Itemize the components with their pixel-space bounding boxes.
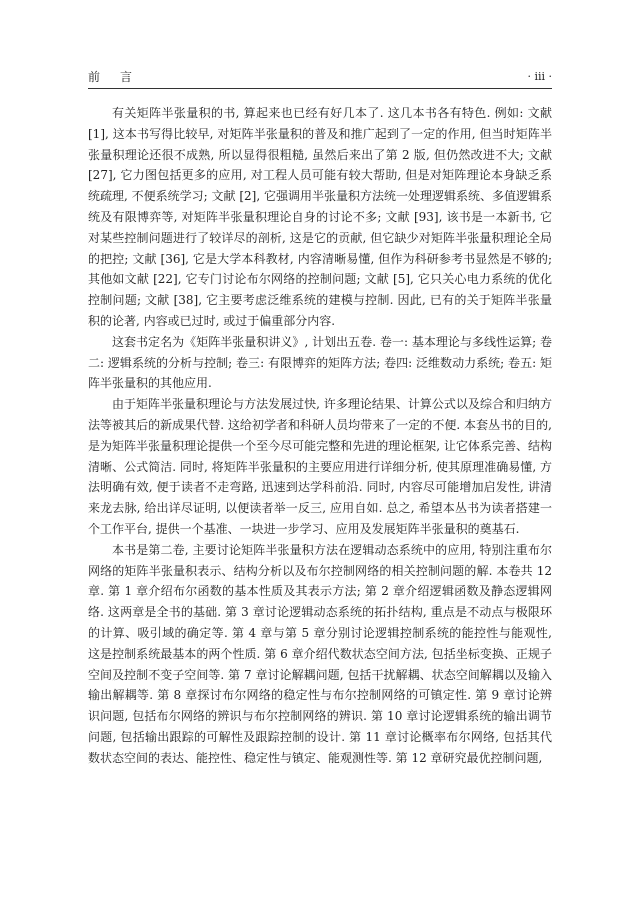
paragraph: 由于矩阵半张量积理论与方法发展过快, 许多理论结果、计算公式以及综合和归纳方法等被其后的新成果代替. 这给初学者和科研人员均带来了一定的不便. 本套丛书的目的, 是为矩阵半张量积理论提供一个至今尽可能完整和先进的理论框架, 让它体系完善、结构清晰、公式简洁. 同时, 将矩阵半张量积的主要应用进行详细分析, 使其原理准确易懂, 方法明确有效, 便于读者不走弯路, 迅速到达学科前沿. 同时, 内容尽可能增加启发性, 讲清来龙去脉, 给出详尽证明, 以便读者举一反三, 应用自如. 总之, 希望本丛书为读者搭建一个工作平台, 提供一个基准、一块进一步学习、应用及发展矩阵半张量积的奠基石. xyxy=(88,397,552,536)
page-number: · iii · xyxy=(527,70,552,83)
body-text xyxy=(88,103,552,769)
paragraph: 有关矩阵半张量积的书, 算起来也已经有好几本了. 这几本书各有特色. 例如: 文献 [1], 这本书写得比较早, 对矩阵半张量积的普及和推广起到了一定的作用, 但当时矩阵半张量积理论还很不成熟, 所以显得很粗糙, 虽然后来出了第 2 版, 但仍然改进不大; 文献 [27], 它力图包括更多的应用, 对工程人员可能有较大帮助, 但是对矩阵理论本身缺乏系统疏理, 不便系统学习; 文献 [2], 它强调用半张量积方法统一处理逻辑系统、多值逻辑系统及有限博弈等, 对矩阵半张量积理论自身的讨论不多; 文献 [93], 该书是一本新书, 它对某些控制问题进行了较详尽的剖析, 这是它的贡献, 但它缺少对矩阵半张量积理论全局的把控; 文献 [36], 它是大学本科教材, 内容清晰易懂, 但作为科研参考书显然是不够的; 其他如文献 [22], 它专门讨论布尔网络的控制问题; 文献 [5], 它只关心电力系统的优化控制问题; 文献 [38], 它主要考虑泛维系统的建模与控制. 因此, 已有的关于矩阵半张量积的论著, 内容或已过时, 或过于偏重部分内容. xyxy=(88,106,552,328)
paragraph: 本书是第二卷, 主要讨论矩阵半张量积方法在逻辑动态系统中的应用, 特别注重布尔网络的矩阵半张量积表示、结构分析以及布尔控制网络的相关控制问题的解. 本卷共 12 章. 第 1 章介绍布尔函数的基本性质及其表示方法; 第 2 章介绍逻辑函数及静态逻辑网络. 这两章是全书的基础. 第 3 章讨论逻辑动态系统的拓扑结构, 重点是不动点与极限环的计算、吸引域的确定等. 第 4 章与第 5 章分别讨论逻辑控制系统的能控性与能观性, 这是控制系统最基本的两个性质. 第 6 章介绍代数状态空间方法, 包括坐标变换、正规子空间及控制不变子空间等. 第 7 章讨论解耦问题, 包括干扰解耦、状态空间解耦以及输入输出解耦等. 第 8 章探讨布尔网络的稳定性与布尔控制网络的可镇定性. 第 9 章讨论辨识问题, 包括布尔网络的辨识与布尔控制网络的辨识. 第 10 章讨论逻辑系统的输出调节问题, 包括输出跟踪的可解性及跟踪控制的设计. 第 11 章讨论概率布尔网络, 包括其代数状态空间的表达、能控性、稳定性与镇定、能观测性等. 第 12 章研究最优控制问题, xyxy=(88,542,552,765)
section-title: 前言 xyxy=(88,70,153,84)
running-header xyxy=(88,68,552,89)
paragraph: 这套书定名为《矩阵半张量积讲义》, 计划出五卷. 卷一: 基本理论与多线性运算; 卷二: 逻辑系统的分析与控制; 卷三: 有限博弈的矩阵方法; 卷四: 泛维数动力系统; 卷五: 矩阵半张量积的其他应用. xyxy=(88,334,552,391)
